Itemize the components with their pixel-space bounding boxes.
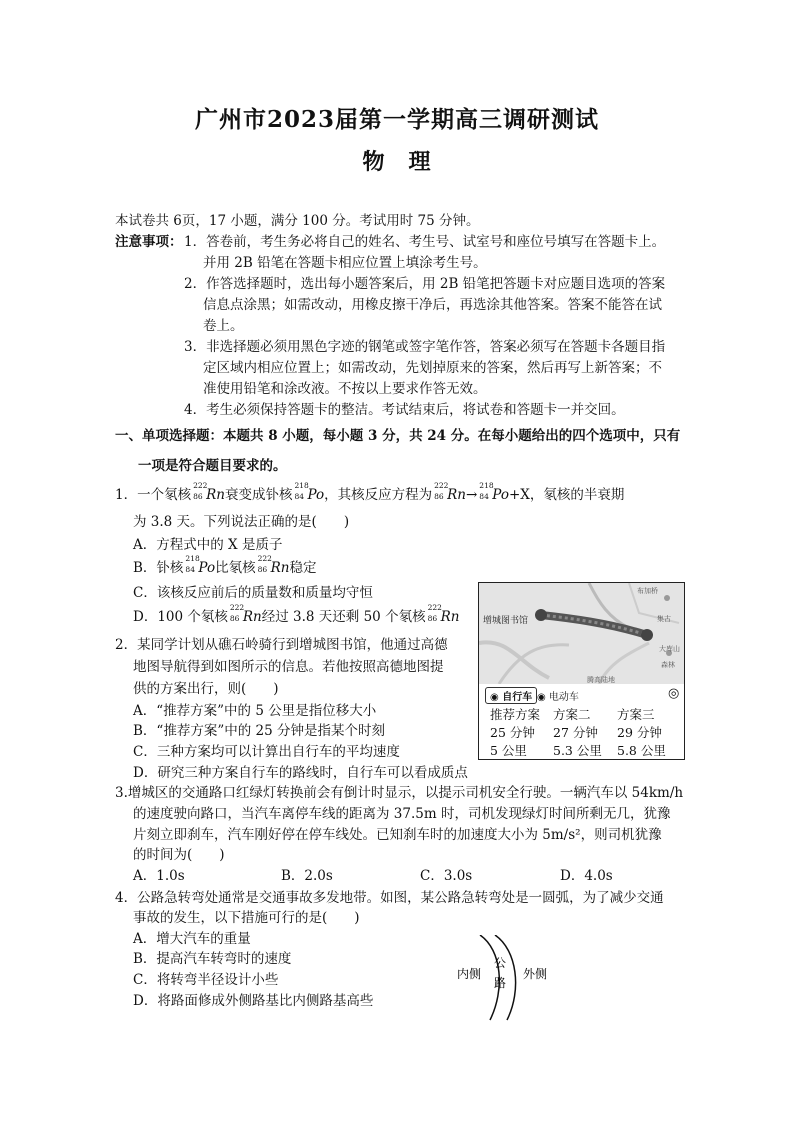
notice-label: 注意事项：: [115, 234, 183, 250]
notice-item: 2．作答选择题时，选出每小题答案后，用 2B 铅笔把答题卡对应题目选项的答案: [184, 276, 666, 292]
intro-line: 本试卷共 6页，17 小题，满分 100 分。考试用时 75 分钟。: [115, 213, 480, 229]
question-3-stem-cont: 的时间为( ): [133, 847, 225, 863]
route-distance: 5.3 公里: [553, 743, 602, 758]
option-c: C．3.0s: [420, 868, 473, 884]
question-4-stem: 4．公路急转弯处通常是交通事故多发地带。如图，某公路急转弯处是一圆弧，为了减少交通: [115, 890, 664, 906]
navigation-map-figure: [478, 582, 685, 760]
radon-nuclide: 222 86 Rn: [434, 481, 466, 503]
notice-item: 并用 2B 铅笔在答题卡相应位置上填涂考生号。: [203, 255, 487, 271]
tab-bicycle: ◉ 自行车: [485, 687, 537, 704]
map-label: 布加桥: [637, 587, 658, 595]
option-d: D．100 个氡核 222 86 Rn经过 3.8 天还剩 50 个氡核 222 86 Rn: [133, 603, 460, 625]
question-2-stem-cont: 供的方案出行，则( ): [133, 681, 279, 697]
question-3-stem: 3.增城区的交通路口红绿灯转换前会有倒计时显示，以提示司机安全行驶。一辆汽车以 54km/h: [115, 785, 684, 801]
route-header: 推荐方案: [490, 707, 541, 722]
map-label: 大库山: [659, 645, 680, 653]
locate-icon: ◎: [668, 686, 680, 701]
route-distance: 5.8 公里: [617, 743, 666, 758]
route-time: 27 分钟: [553, 725, 598, 740]
question-2-stem-cont: 地图导航得到如图所示的信息。若他按照高德地图提: [133, 659, 444, 675]
curved-road-figure: [450, 935, 560, 1025]
map-label-library: 增城图书馆: [483, 616, 529, 626]
option-a: A．“推荐方案”中的 5 公里是指位移大小: [133, 703, 377, 719]
option-c: C．将转弯半径设计小些: [133, 972, 279, 988]
map-label: 集古: [657, 615, 671, 623]
route-distance: 5 公里: [490, 743, 527, 758]
section-heading: 一、单项选择题：本题共 8 小题，每小题 3 分，共 24 分。在每小题给出的四个选项中，只有: [115, 428, 681, 444]
subject-title: 物 理: [362, 149, 432, 175]
option-d: D．将路面修成外侧路基比内侧路基高些: [133, 993, 374, 1009]
option-d: D．研究三种方案自行车的路线时，自行车可以看成质点: [133, 765, 468, 781]
label-outer-side: 外侧: [523, 967, 548, 981]
section-heading-cont: 一项是符合题目要求的。: [138, 458, 287, 474]
notice-item: 信息点涂黑；如需改动，用橡皮擦干净后，再选涂其他答案。答案不能答在试: [203, 297, 662, 313]
option-a: A．增大汽车的重量: [133, 931, 251, 947]
notice-item: 准使用铅笔和涂改液。不按以上要求作答无效。: [203, 381, 487, 397]
map-label: 森林: [661, 661, 675, 669]
label-road: 路: [494, 976, 507, 990]
route-options-table: [479, 704, 684, 759]
notice-item: 1．答卷前，考生务必将自己的姓名、考生号、试室号和座位号填写在答题卡上。: [184, 234, 666, 250]
route-time: 29 分钟: [617, 725, 662, 740]
label-inner-side: 内侧: [457, 967, 482, 981]
option-a: A．方程式中的 X 是质子: [133, 537, 283, 553]
page-title: 广州市2023届第一学期高三调研测试: [194, 106, 599, 133]
label-road: 公: [494, 956, 507, 970]
route-time: 25 分钟: [490, 725, 535, 740]
option-b: B．提高汽车转弯时的速度: [133, 951, 292, 967]
option-b: B．2.0s: [281, 868, 333, 884]
map-image: [479, 583, 684, 684]
option-a: A．1.0s: [133, 868, 185, 884]
question-3-stem-cont: 的速度驶向路口，当汽车离停车线的距离为 37.5m 时，司机发现绿灯时间所剩无几，犹豫: [133, 806, 671, 822]
notice-item: 4．考生必须保持答题卡的整洁。考试结束后，将试卷和答题卡一并交回。: [184, 402, 625, 418]
option-b: B．“推荐方案”中的 25 分钟是指某个时刻: [133, 723, 385, 739]
polonium-nuclide: 218 84 Po: [479, 481, 509, 503]
route-header: 方案二: [553, 707, 591, 722]
option-c: C．三种方案均可以计算出自行车的平均速度: [133, 744, 400, 760]
option-d: D．4.0s: [560, 868, 613, 884]
map-label: 腾高陆地: [587, 676, 615, 684]
option-c: C．该核反应前后的质量数和质量均守恒: [133, 585, 373, 601]
notice-item: 3．非选择题必须用黑色字迹的钢笔或签字笔作答，答案必须写在答题卡各题目指: [184, 339, 666, 355]
notice-item: 卷上。: [203, 318, 244, 334]
option-b: B．钋核 218 84 Po比氡核 222 86 Rn稳定: [133, 554, 317, 576]
question-2-stem: 2．某同学计划从礁石岭骑行到增城图书馆，他通过高德: [115, 637, 448, 653]
polonium-nuclide: 218 84 Po: [294, 481, 325, 503]
map-transport-tabs: [479, 684, 684, 704]
question-1-stem: 1．一个氡核 222 86 Rn衰变成钋核 218 84 Po，其核反应方程为 222 86 Rn→ 218 84 Po+X，氡核的半衰期: [115, 481, 625, 503]
tab-ebike: ◉ 电动车: [537, 692, 579, 703]
route-header: 方案三: [617, 707, 655, 722]
notice-item: 定区域内相应位置上；如需改动，先划掉原来的答案，然后再写上新答案；不: [203, 360, 662, 376]
radon-nuclide: 222 86 Rn: [193, 481, 225, 503]
question-1-stem-cont: 为 3.8 天。下列说法正确的是( ): [133, 514, 350, 530]
question-3-stem-cont: 片刻立即刹车，汽车刚好停在停车线处。已知刹车时的加速度大小为 5m/s²，则司机犹豫: [133, 827, 662, 843]
question-4-stem-cont: 事故的发生，以下措施可行的是( ): [133, 910, 360, 926]
